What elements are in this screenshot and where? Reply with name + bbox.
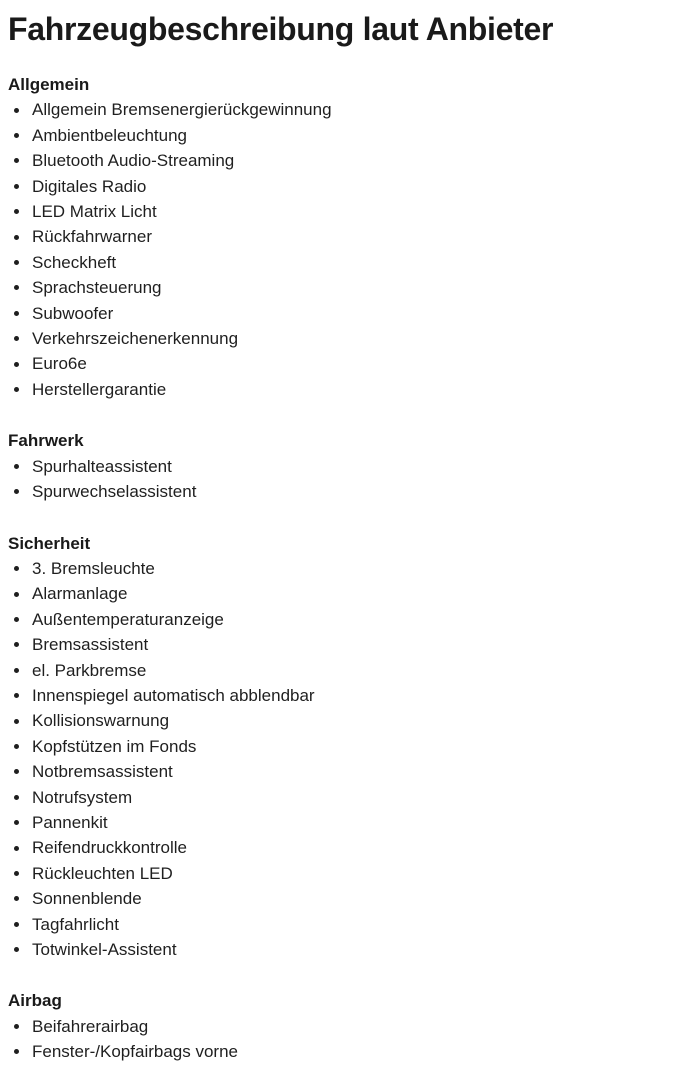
feature-label: Reifendruckkontrolle — [32, 838, 187, 858]
feature-label: Bremsassistent — [32, 635, 149, 655]
feature-list-item — [8, 123, 679, 148]
feature-label: Sonnenblende — [32, 889, 142, 909]
feature-label: Kopfstützen im Fonds — [32, 736, 197, 756]
bullet-icon — [14, 235, 19, 240]
bullet-icon — [14, 871, 19, 876]
feature-list-item — [8, 199, 679, 224]
bullet-icon — [14, 209, 19, 214]
feature-list-item — [8, 632, 679, 657]
bullet-icon — [14, 158, 19, 163]
feature-list — [8, 1014, 679, 1065]
bullet-icon — [14, 108, 19, 113]
feature-list-item — [8, 683, 679, 708]
feature-label: Notbremsassistent — [32, 762, 173, 782]
feature-list-item — [8, 581, 679, 606]
feature-label: Tagfahrlicht — [32, 914, 119, 934]
bullet-icon — [14, 744, 19, 749]
section-heading: Fahrwerk — [8, 431, 84, 451]
bullet-icon — [14, 311, 19, 316]
feature-list-item — [8, 454, 679, 479]
feature-list-item — [8, 886, 679, 911]
bullet-icon — [14, 947, 19, 952]
feature-label: Rückfahrwarner — [32, 227, 152, 247]
bullet-icon — [14, 184, 19, 189]
feature-section — [8, 72, 679, 402]
feature-label: Herstellergarantie — [32, 379, 167, 399]
bullet-icon — [14, 642, 19, 647]
feature-list-item — [8, 835, 679, 860]
feature-list-item — [8, 174, 679, 199]
bullet-icon — [14, 133, 19, 138]
feature-label: Digitales Radio — [32, 176, 147, 196]
feature-list-item — [8, 556, 679, 581]
feature-label: Notrufsystem — [32, 787, 133, 807]
feature-list-item — [8, 607, 679, 632]
bullet-icon — [14, 362, 19, 367]
feature-label: Rückleuchten LED — [32, 863, 173, 883]
feature-list-item — [8, 810, 679, 835]
feature-list — [8, 454, 679, 505]
feature-label: Innenspiegel automatisch abblendbar — [32, 685, 315, 705]
feature-list-item — [8, 734, 679, 759]
bullet-icon — [14, 336, 19, 341]
bullet-icon — [14, 1049, 19, 1054]
section-heading: Sicherheit — [8, 533, 91, 553]
feature-label: Ambientbeleuchtung — [32, 125, 188, 145]
feature-section — [8, 531, 679, 963]
feature-list-item — [8, 275, 679, 300]
bullet-icon — [14, 693, 19, 698]
feature-label: Pannenkit — [32, 812, 108, 832]
bullet-icon — [14, 592, 19, 597]
bullet-icon — [14, 846, 19, 851]
bullet-icon — [14, 285, 19, 290]
feature-list-item — [8, 759, 679, 784]
feature-label: Beifahrerairbag — [32, 1016, 149, 1036]
bullet-icon — [14, 260, 19, 265]
feature-list-item — [8, 97, 679, 122]
bullet-icon — [14, 769, 19, 774]
feature-list-item — [8, 148, 679, 173]
feature-list-item — [8, 351, 679, 376]
feature-list-item — [8, 1039, 679, 1064]
feature-section — [8, 428, 679, 504]
feature-label: Verkehrszeichenerkennung — [32, 329, 239, 349]
bullet-icon — [14, 617, 19, 622]
feature-list-item — [8, 1014, 679, 1039]
feature-label: Kollisionswarnung — [32, 711, 170, 731]
feature-list-item — [8, 912, 679, 937]
feature-label: Totwinkel-Assistent — [32, 940, 177, 959]
feature-label: Spurwechselassistent — [32, 482, 197, 502]
feature-list-item — [8, 224, 679, 249]
feature-label: Allgemein Bremsenergierückgewinnung — [32, 100, 332, 120]
feature-list-item — [8, 326, 679, 351]
feature-label: Spurhalteassistent — [32, 456, 172, 476]
bullet-icon — [14, 795, 19, 800]
feature-section — [8, 988, 679, 1064]
feature-label: 3. Bremsleuchte — [32, 558, 155, 578]
bullet-icon — [14, 820, 19, 825]
feature-label: Fenster-/Kopfairbags vorne — [32, 1042, 238, 1062]
feature-label: Euro6e — [32, 354, 87, 374]
feature-list-item — [8, 861, 679, 886]
feature-list-item — [8, 658, 679, 683]
bullet-icon — [14, 566, 19, 571]
feature-list-item — [8, 785, 679, 810]
feature-list — [8, 97, 679, 402]
bullet-icon — [14, 719, 19, 724]
bullet-icon — [14, 668, 19, 673]
feature-list-item — [8, 937, 679, 962]
feature-list-item — [8, 301, 679, 326]
section-heading: Airbag — [8, 991, 62, 1011]
bullet-icon — [14, 1024, 19, 1029]
feature-label: Scheckheft — [32, 252, 117, 272]
feature-label: Subwoofer — [32, 303, 114, 323]
feature-list-item — [8, 479, 679, 504]
feature-list — [8, 556, 679, 963]
feature-sections — [8, 72, 679, 1065]
feature-label: Sprachsteuerung — [32, 278, 162, 298]
feature-label: Bluetooth Audio-Streaming — [32, 151, 235, 171]
bullet-icon — [14, 464, 19, 469]
feature-list-item — [8, 377, 679, 402]
section-heading: Allgemein — [8, 75, 90, 94]
bullet-icon — [14, 896, 19, 901]
feature-label: Alarmanlage — [32, 584, 128, 604]
feature-label: el. Parkbremse — [32, 660, 147, 680]
bullet-icon — [14, 489, 19, 494]
bullet-icon — [14, 922, 19, 927]
feature-label: LED Matrix Licht — [32, 202, 157, 222]
page-title: Fahrzeugbeschreibung laut Anbieter — [8, 11, 554, 47]
feature-list-item — [8, 708, 679, 733]
bullet-icon — [14, 387, 19, 392]
feature-list-item — [8, 250, 679, 275]
feature-label: Außentemperaturanzeige — [32, 609, 224, 629]
